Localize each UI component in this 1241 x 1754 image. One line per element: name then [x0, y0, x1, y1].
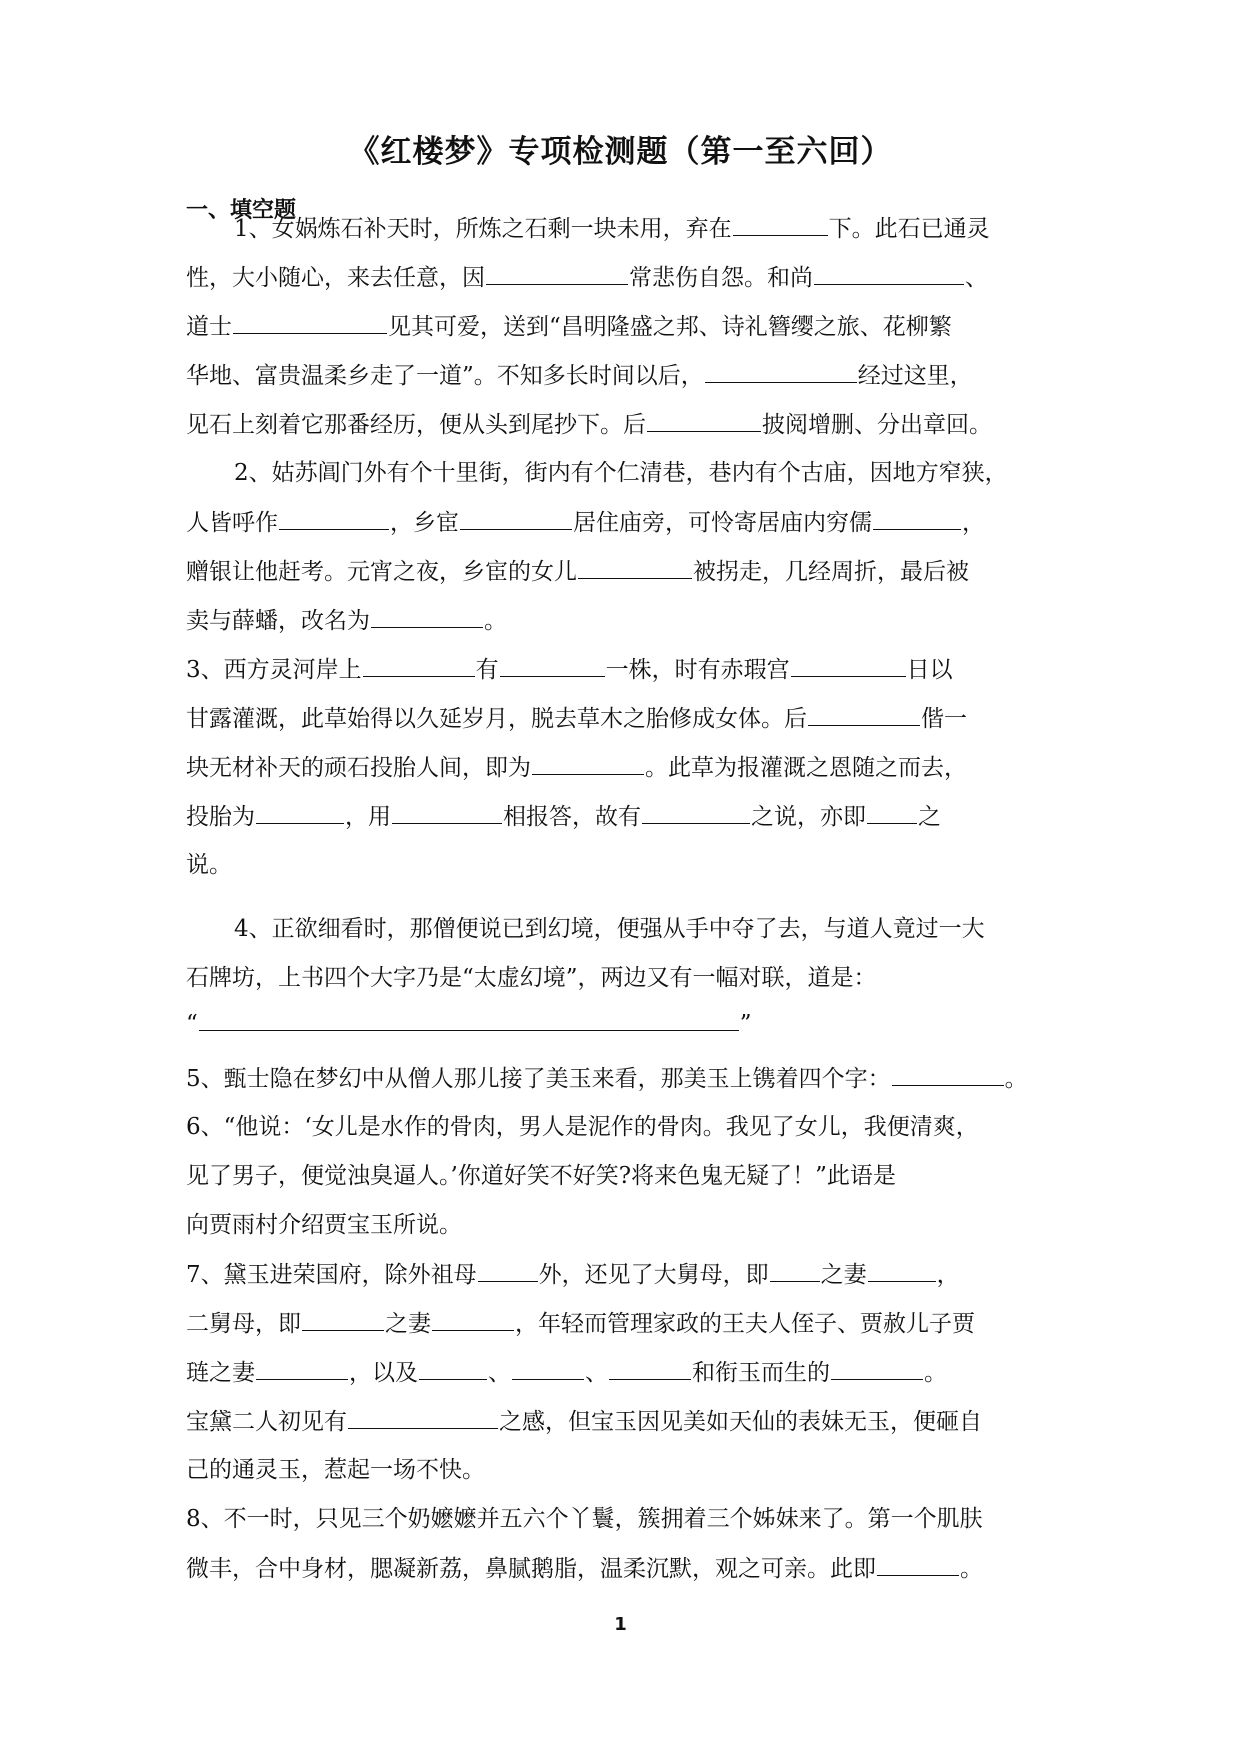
answer-blank[interactable] — [647, 409, 761, 432]
answer-blank[interactable] — [371, 605, 483, 628]
question-2-line-1: 2、姑苏阊门外有个十里街，街内有个仁清巷，巷内有个古庙，因地方窄狭， — [234, 460, 1008, 486]
question-1-line-3: 道士 见其可爱，送到“昌明隆盛之邦、诗礼簪缨之旅、花柳繁 — [186, 311, 952, 342]
question-3-line-5: 说。 — [186, 852, 232, 878]
page-title: 《红楼梦》专项检测题（第一至六回） — [348, 134, 893, 170]
question-1-line-2: 性，大小随心，来去任意，因 常悲伤自怨。和尚 、 — [186, 262, 988, 293]
answer-blank[interactable] — [500, 654, 605, 677]
question-2-line-3: 赠银让他赶考。元宵之夜，乡宦的女儿 被拐走，几经周折，最后被 — [186, 556, 969, 587]
page-number: 1 — [614, 1614, 627, 1635]
answer-blank[interactable] — [279, 507, 389, 530]
answer-blank[interactable] — [256, 801, 344, 824]
section-heading: 一、填空题 — [186, 198, 297, 223]
answer-blank[interactable] — [642, 801, 750, 824]
answer-blank[interactable] — [348, 1406, 498, 1429]
question-6-line-2: 见了男子，便觉浊臭逼人。’你道好笑不好笑?将来色鬼无疑了！”此语是 — [186, 1163, 896, 1189]
question-3-line-3: 块无材补天的顽石投胎人间，即为 。此草为报灌溉之恩随之而去， — [186, 752, 967, 783]
question-4-line-3: “ ” — [186, 1008, 752, 1039]
answer-blank[interactable] — [705, 360, 857, 383]
answer-blank[interactable] — [877, 1553, 959, 1576]
question-7-line-5: 己的通灵玉，惹起一场不快。 — [186, 1457, 485, 1483]
answer-blank[interactable] — [532, 752, 644, 775]
question-1-line-5: 见石上刻着它那番经历，便从头到尾抄下。后 披阅增删、分出章回。 — [186, 409, 992, 440]
answer-blank[interactable] — [363, 654, 475, 677]
question-4-line-2: 石牌坊，上书四个大字乃是“太虚幻境”，两边又有一幅对联，道是： — [186, 965, 877, 991]
answer-blank[interactable] — [814, 262, 964, 285]
answer-blank[interactable] — [873, 507, 961, 530]
question-7-line-2: 二舅母，即 之妻 ，年轻而管理家政的王夫人侄子、贾赦儿子贾 — [186, 1308, 975, 1339]
question-4-line-1: 4、正欲细看时，那僧便说已到幻境，便强从手中夺了去，与道人竟过一大 — [234, 916, 985, 942]
answer-blank[interactable] — [578, 556, 692, 579]
answer-blank[interactable] — [392, 801, 502, 824]
question-3-line-1: 3、西方灵河岸上 有 一株，时有赤瑕宫 日以 — [186, 654, 953, 685]
answer-blank[interactable] — [831, 1357, 923, 1380]
answer-blank[interactable] — [419, 1357, 487, 1380]
question-6-line-3: 向贾雨村介绍贾宝玉所说。 — [186, 1212, 462, 1238]
question-3-line-4: 投胎为 ，用 相报答，故有 之说，亦即 之 — [186, 801, 941, 832]
answer-blank[interactable] — [302, 1308, 384, 1331]
question-6-line-1: 6、“他说：‘女儿是水作的骨肉，男人是泥作的骨肉。我见了女儿，我便清爽， — [186, 1114, 979, 1140]
question-2-line-4: 卖与薛蟠，改名为 。 — [186, 605, 507, 636]
question-2-line-2: 人皆呼作 ，乡宦 居住庙旁，可怜寄居庙内穷儒 ， — [186, 507, 985, 538]
question-5-line-1: 5、甄士隐在梦幻中从僧人那儿接了美玉来看，那美玉上镌着四个字： 。 — [186, 1063, 1028, 1094]
question-8-line-2: 微丰，合中身材，腮凝新荔，鼻腻鹅脂，温柔沉默，观之可亲。此即 。 — [186, 1553, 983, 1584]
answer-blank[interactable] — [892, 1063, 1004, 1086]
question-8-line-1: 8、不一时，只见三个奶嬷嬷并五六个丫鬟，簇拥着三个姊妹来了。第一个肌肤 — [186, 1506, 983, 1532]
answer-blank[interactable] — [733, 213, 828, 236]
answer-blank[interactable] — [256, 1357, 348, 1380]
answer-blank[interactable] — [512, 1357, 584, 1380]
answer-blank[interactable] — [609, 1357, 691, 1380]
question-1-line-4: 华地、富贵温柔乡走了一道”。不知多长时间以后， 经过这里， — [186, 360, 973, 391]
answer-blank[interactable] — [478, 1259, 538, 1282]
question-1-line-1: 1、女娲炼石补天时，所炼之石剩一块未用，弃在 下。此石已通灵 — [234, 213, 990, 244]
answer-blank[interactable] — [868, 1259, 936, 1282]
question-7-line-3: 琏之妻 ，以及 、 、 和衔玉而生的 。 — [186, 1357, 947, 1388]
question-7-line-4: 宝黛二人初见有 之感，但宝玉因见美如天仙的表妹无玉，便砸自 — [186, 1406, 982, 1437]
question-3-line-2: 甘露灌溉，此草始得以久延岁月，脱去草木之胎修成女体。后 偕一 — [186, 703, 967, 734]
answer-blank[interactable] — [770, 1259, 820, 1282]
answer-blank[interactable] — [808, 703, 920, 726]
answer-blank[interactable] — [867, 801, 917, 824]
answer-blank[interactable] — [432, 1308, 514, 1331]
answer-blank[interactable] — [460, 507, 572, 530]
answer-blank[interactable] — [791, 654, 906, 677]
answer-blank[interactable] — [233, 311, 387, 334]
answer-blank[interactable] — [199, 1008, 739, 1031]
answer-blank[interactable] — [486, 262, 628, 285]
question-7-line-1: 7、黛玉进荣国府，除外祖母 外，还见了大舅母，即 之妻 ， — [186, 1259, 960, 1290]
